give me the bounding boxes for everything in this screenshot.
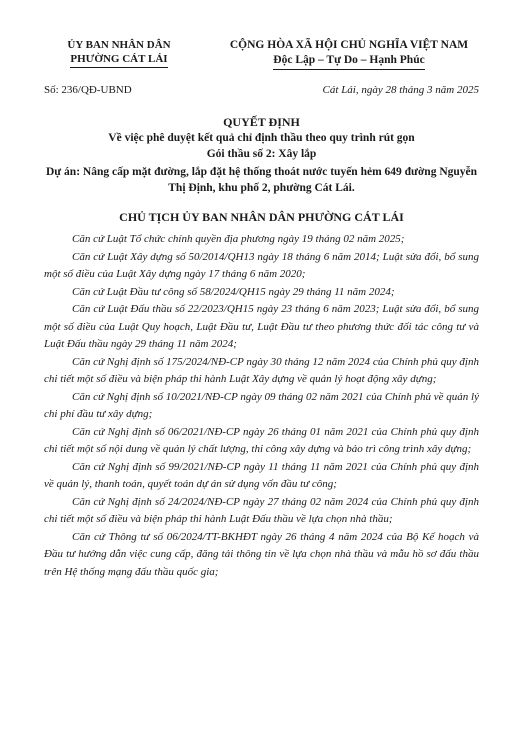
legal-basis-item: Căn cứ Luật Đầu tư công số 58/2024/QH15 ngày 29 tháng 11 năm 2024; — [72, 285, 395, 298]
org-line-1: ỦY BAN NHÂN DÂN — [67, 39, 171, 51]
document-header — [44, 38, 479, 70]
decision-package: Gói thầu số 2: Xây lắp — [206, 148, 317, 160]
nation-line-2: Độc Lập – Tự Do – Hạnh Phúc — [273, 53, 424, 70]
project-label: Dự án: — [45, 166, 81, 178]
project-text: Nâng cấp mặt đường, lắp đặt hệ thống thoát nước tuyến hẻm 649 đường Nguyễn Thị Định, khu phố 2, phường Cát Lái. — [82, 166, 478, 194]
decision-project — [44, 164, 479, 196]
document-number: Số: 236/QĐ-UBND — [44, 84, 132, 96]
decision-title: QUYẾT ĐỊNH — [223, 115, 300, 129]
org-line-2: PHƯỜNG CÁT LÁI — [70, 52, 167, 68]
issuing-organization — [44, 38, 194, 70]
legal-basis-item: Căn cứ Nghị định số 24/2024/NĐ-CP ngày 27 tháng 02 năm 2024 của Chính phủ quy định chi tiết một số điều và biện pháp thi hành Luật Đấu thầu về lựa chọn nhà thầu; — [44, 495, 479, 525]
legal-basis-item: Căn cứ Nghị định số 175/2024/NĐ-CP ngày 30 tháng 12 năm 2024 của Chính phủ quy định chi tiết một số điều và biện pháp thi hành Luật Xây dựng về quản lý hoạt động xây dựng; — [44, 355, 479, 385]
legal-basis-item: Căn cứ Luật Tổ chức chính quyền địa phương ngày 19 tháng 02 năm 2025; — [72, 233, 405, 245]
place-date: Cát Lái, ngày 28 tháng 3 năm 2025 — [322, 84, 479, 96]
issuing-authority: CHỦ TỊCH ỦY BAN NHÂN DÂN PHƯỜNG CÁT LÁI — [119, 210, 404, 224]
decision-subject: Về việc phê duyệt kết quả chỉ định thầu theo quy trình rút gọn — [108, 132, 415, 144]
legal-basis-item: Căn cứ Thông tư số 06/2024/TT-BKHĐT ngày 26 tháng 4 năm 2024 của Bộ Kế hoạch và Đầu tư hướng dẫn việc cung cấp, đăng tải thông tin về lựa chọn nhà thầu và mẫu hồ sơ đấu thầu trên Hệ thống mạng đấu thầu quốc gia; — [44, 530, 479, 578]
national-title — [219, 38, 479, 70]
legal-basis-item: Căn cứ Nghị định số 99/2021/NĐ-CP ngày 11 tháng 11 năm 2021 của Chính phủ quy định về quản lý, thanh toán, quyết toán dự án sử dụng vốn đầu tư công; — [44, 460, 479, 490]
document-meta — [44, 84, 479, 96]
legal-basis-list — [44, 231, 479, 581]
nation-line-1: CỘNG HÒA XÃ HỘI CHỦ NGHĨA VIỆT NAM — [229, 39, 469, 51]
legal-basis-item: Căn cứ Nghị định số 06/2021/NĐ-CP ngày 26 tháng 01 năm 2021 của Chính phủ quy định chi tiết một số nội dung về quản lý chất lượng, thi công xây dựng và bảo trì công trình xây dựng; — [44, 425, 479, 455]
legal-basis-item: Căn cứ Nghị định số 10/2021/NĐ-CP ngày 09 tháng 02 năm 2021 của Chính phủ về quản lý chi phí đầu tư xây dựng; — [44, 390, 479, 420]
legal-basis-item: Căn cứ Luật Xây dựng số 50/2014/QH13 ngày 18 tháng 6 năm 2014; Luật sửa đổi, bổ sung một số điều của Luật Xây dựng ngày 17 tháng 6 năm 2020; — [44, 250, 479, 280]
legal-basis-item: Căn cứ Luật Đấu thầu số 22/2023/QH15 ngày 23 tháng 6 năm 2023; Luật sửa đổi, bổ sung một số điều của Luật Quy hoạch, Luật Đầu tư, Luật Đầu tư theo phương thức đối tác công tư và Luật Đấu thầu ngày 29 tháng 11 năm 2024; — [44, 303, 479, 350]
